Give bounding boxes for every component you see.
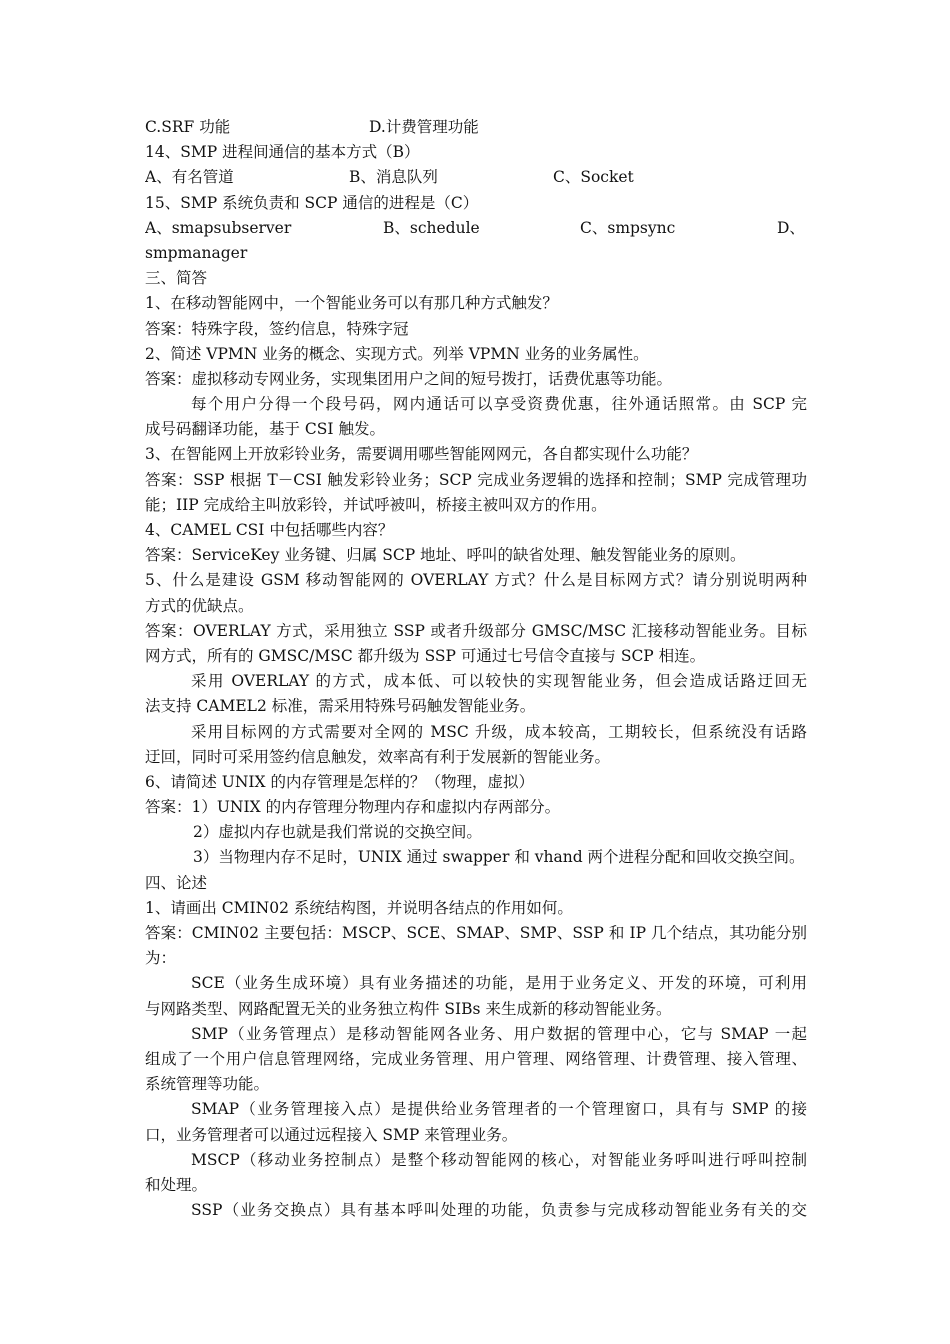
- section-title: 三、简答: [145, 269, 208, 288]
- question-14: 14、SMP 进程间通信的基本方式（B）: [145, 143, 420, 162]
- answer-paragraph: 系统管理等功能。: [145, 1075, 270, 1094]
- answer: 答案：特殊字段，签约信息，特殊字冠: [145, 319, 409, 338]
- question-15-options: [145, 216, 807, 241]
- option-c: C、smpsync: [580, 218, 676, 237]
- answer: 答案：1）UNIX 的内存管理分物理内存和虚拟内存两部分。: [145, 798, 561, 817]
- answer-paragraph: SSP（业务交换点）具有基本呼叫处理的功能，负责参与完成移动智能业务有关的交: [191, 1201, 807, 1220]
- option-d-continued: smpmanager: [145, 243, 248, 262]
- answer-paragraph: 组成了一个用户信息管理网络，完成业务管理、用户管理、网络管理、计费管理、接入管理、: [145, 1049, 807, 1068]
- question: 1、在移动智能网中，一个智能业务可以有那几种方式触发？: [145, 294, 558, 313]
- answer-paragraph: 成号码翻译功能，基于 CSI 触发。: [145, 420, 385, 439]
- question-15: 15、SMP 系统负责和 SCP 通信的进程是（C）: [145, 193, 479, 212]
- question: 1、请画出 CMIN02 系统结构图，并说明各结点的作用如何。: [145, 898, 573, 917]
- option-a: A、smapsubserver: [145, 218, 292, 237]
- option-b: B、schedule: [383, 218, 480, 237]
- options-line: [145, 115, 807, 140]
- answer-paragraph: 能；IIP 完成给主叫放彩铃，并试呼被叫，桥接主被叫双方的作用。: [145, 495, 607, 514]
- answer: 答案：CMIN02 主要包括：MSCP、SCE、SMAP、SMP、SSP 和 IP 几个结点，其功能分别: [145, 924, 807, 942]
- answer-paragraph: 采用目标网的方式需要对全网的 MSC 升级，成本较高，工期较长，但系统没有话路: [191, 722, 807, 741]
- option-c: C、Socket: [553, 168, 634, 187]
- option-a: A、有名管道: [145, 168, 234, 187]
- option-b: B、消息队列: [349, 168, 438, 187]
- answer-item: 3）当物理内存不足时，UNIX 通过 swapper 和 vhand 两个进程分配和回收交换空间。: [193, 848, 805, 867]
- answer: 答案：虚拟移动专网业务，实现集团用户之间的短号拨打，话费优惠等功能。: [145, 369, 673, 388]
- question: 4、CAMEL CSI 中包括哪些内容？: [145, 521, 394, 539]
- answer-paragraph: 口，业务管理者可以通过远程接入 SMP 来管理业务。: [145, 1125, 518, 1144]
- answer-paragraph: 网方式，所有的 GMSC/MSC 都升级为 SSP 可通过七号信令直接与 SCP 相连。: [145, 646, 706, 665]
- option-d: D.计费管理功能: [369, 118, 479, 136]
- answer: 答案：OVERLAY 方式，采用独立 SSP 或者升级部分 GMSC/MSC 汇接移动智能业务。目标: [145, 621, 807, 640]
- answer-item: 2）虚拟内存也就是我们常说的交换空间。: [193, 823, 482, 842]
- question: 5、什么是建设 GSM 移动智能网的 OVERLAY 方式？什么是目标网方式？请分别说明两种: [145, 571, 807, 590]
- option-c: C.SRF 功能: [145, 118, 231, 136]
- document-body: [145, 115, 807, 1223]
- answer-paragraph: 法支持 CAMEL2 标准，需采用特殊号码触发智能业务。: [145, 697, 536, 716]
- question-14-options: [145, 165, 807, 190]
- answer: 答案：SSP 根据 T－CSI 触发彩铃业务；SCP 完成业务逻辑的选择和控制；SMP 完成管理功: [145, 470, 807, 489]
- section-title: 四、论述: [145, 873, 208, 892]
- answer-paragraph: SCE（业务生成环境）具有业务描述的功能，是用于业务定义、开发的环境，可利用: [191, 974, 807, 993]
- answer-paragraph: 为：: [145, 949, 177, 968]
- question: 方式的优缺点。: [145, 596, 254, 615]
- question: 2、简述 VPMN 业务的概念、实现方式。列举 VPMN 业务的业务属性。: [145, 344, 649, 363]
- answer-paragraph: SMP（业务管理点）是移动智能网各业务、用户数据的管理中心，它与 SMAP 一起: [191, 1024, 807, 1043]
- answer: 答案：ServiceKey 业务键、归属 SCP 地址、呼叫的缺省处理、触发智能业务的原则。: [145, 546, 746, 565]
- answer-paragraph: 采用 OVERLAY 的方式，成本低、可以较快的实现智能业务，但会造成话路迂回无: [191, 672, 807, 691]
- answer-paragraph: MSCP（移动业务控制点）是整个移动智能网的核心，对智能业务呼叫进行呼叫控制: [191, 1150, 807, 1169]
- question: 6、请简述 UNIX 的内存管理是怎样的？（物理，虚拟）: [145, 772, 535, 791]
- answer-paragraph: SMAP（业务管理接入点）是提供给业务管理者的一个管理窗口，具有与 SMP 的接: [191, 1100, 807, 1119]
- answer-paragraph: 与网路类型、网路配置无关的业务独立构件 SIBs 来生成新的移动智能业务。: [145, 999, 672, 1018]
- question: 3、在智能网上开放彩铃业务，需要调用哪些智能网网元，各自都实现什么功能？: [145, 445, 698, 464]
- answer-paragraph: 和处理。: [145, 1175, 208, 1194]
- answer-paragraph: 每个用户分得一个段号码，网内通话可以享受资费优惠，往外通话照常。由 SCP 完: [191, 395, 807, 414]
- answer-paragraph: 迂回，同时可采用签约信息触发，效率高有利于发展新的智能业务。: [145, 747, 611, 766]
- option-d: D、: [777, 218, 805, 237]
